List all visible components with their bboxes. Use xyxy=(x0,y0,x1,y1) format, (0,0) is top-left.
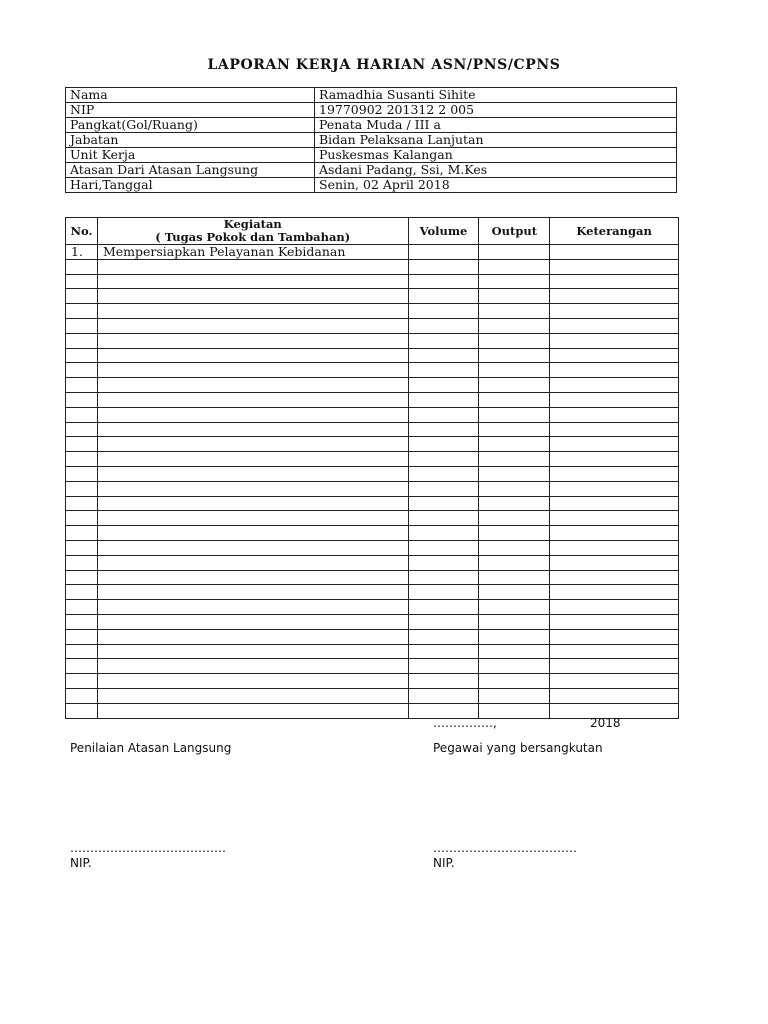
cell-output xyxy=(479,674,550,689)
cell-keterangan xyxy=(550,555,679,570)
table-row xyxy=(66,363,679,378)
header-volume: Volume xyxy=(408,218,479,245)
cell-output xyxy=(479,289,550,304)
info-row xyxy=(66,148,677,163)
cell-no xyxy=(66,481,98,496)
cell-volume xyxy=(408,466,479,481)
cell-no xyxy=(66,659,98,674)
cell-no xyxy=(66,378,98,393)
cell-volume xyxy=(408,245,479,260)
cell-keterangan xyxy=(550,526,679,541)
info-label: Pangkat(Gol/Ruang) xyxy=(66,118,315,133)
cell-volume xyxy=(408,289,479,304)
info-label: Atasan Dari Atasan Langsung xyxy=(66,163,315,178)
info-row xyxy=(66,88,677,103)
employee-signature-line: ……………………………… xyxy=(433,841,577,855)
cell-kegiatan xyxy=(97,363,408,378)
cell-no: 1. xyxy=(66,245,98,260)
employee-info-table xyxy=(65,87,677,193)
info-label: Hari,Tanggal xyxy=(66,178,315,193)
table-row xyxy=(66,392,679,407)
table-row xyxy=(66,318,679,333)
cell-volume xyxy=(408,614,479,629)
cell-output xyxy=(479,466,550,481)
cell-volume xyxy=(408,555,479,570)
cell-volume xyxy=(408,674,479,689)
cell-keterangan xyxy=(550,274,679,289)
cell-keterangan xyxy=(550,614,679,629)
header-kegiatan xyxy=(97,218,408,245)
table-row xyxy=(66,378,679,393)
cell-kegiatan xyxy=(97,333,408,348)
info-row xyxy=(66,163,677,178)
cell-keterangan xyxy=(550,378,679,393)
cell-keterangan xyxy=(550,407,679,422)
cell-output xyxy=(479,392,550,407)
cell-no xyxy=(66,496,98,511)
cell-keterangan xyxy=(550,674,679,689)
header-kegiatan-line2: ( Tugas Pokok dan Tambahan) xyxy=(155,230,351,244)
cell-keterangan xyxy=(550,688,679,703)
cell-keterangan xyxy=(550,570,679,585)
table-row xyxy=(66,304,679,319)
cell-kegiatan: Mempersiapkan Pelayanan Kebidanan xyxy=(97,245,408,260)
table-row xyxy=(66,289,679,304)
cell-kegiatan xyxy=(97,437,408,452)
cell-kegiatan xyxy=(97,378,408,393)
cell-keterangan xyxy=(550,392,679,407)
cell-output xyxy=(479,688,550,703)
cell-volume xyxy=(408,496,479,511)
cell-kegiatan xyxy=(97,644,408,659)
cell-no xyxy=(66,289,98,304)
info-value: Senin, 02 April 2018 xyxy=(315,178,677,193)
cell-no xyxy=(66,511,98,526)
cell-output xyxy=(479,437,550,452)
cell-no xyxy=(66,348,98,363)
cell-volume xyxy=(408,259,479,274)
header-no: No. xyxy=(66,218,98,245)
cell-kegiatan xyxy=(97,570,408,585)
cell-volume xyxy=(408,481,479,496)
info-value: Penata Muda / III a xyxy=(315,118,677,133)
info-value: Ramadhia Susanti Sihite xyxy=(315,88,677,103)
cell-no xyxy=(66,570,98,585)
cell-kegiatan xyxy=(97,289,408,304)
cell-no xyxy=(66,644,98,659)
header-keterangan: Keterangan xyxy=(550,218,679,245)
cell-output xyxy=(479,318,550,333)
cell-kegiatan xyxy=(97,259,408,274)
info-value: 19770902 201312 2 005 xyxy=(315,103,677,118)
table-row xyxy=(66,481,679,496)
table-row xyxy=(66,407,679,422)
cell-kegiatan xyxy=(97,407,408,422)
cell-keterangan xyxy=(550,540,679,555)
cell-output xyxy=(479,496,550,511)
cell-volume xyxy=(408,422,479,437)
cell-volume xyxy=(408,392,479,407)
cell-volume xyxy=(408,511,479,526)
cell-no xyxy=(66,422,98,437)
cell-output xyxy=(479,511,550,526)
cell-keterangan xyxy=(550,481,679,496)
table-row xyxy=(66,466,679,481)
cell-volume xyxy=(408,452,479,467)
document-title: LAPORAN KERJA HARIAN ASN/PNS/CPNS xyxy=(207,57,561,73)
date-dots: ……………, xyxy=(433,716,497,730)
table-row xyxy=(66,570,679,585)
cell-no xyxy=(66,540,98,555)
cell-output xyxy=(479,407,550,422)
info-value: Puskesmas Kalangan xyxy=(315,148,677,163)
cell-volume xyxy=(408,274,479,289)
cell-no xyxy=(66,466,98,481)
cell-keterangan xyxy=(550,304,679,319)
cell-keterangan xyxy=(550,629,679,644)
cell-no xyxy=(66,274,98,289)
cell-keterangan xyxy=(550,259,679,274)
table-row xyxy=(66,274,679,289)
cell-volume xyxy=(408,659,479,674)
table-row xyxy=(66,511,679,526)
cell-volume xyxy=(408,437,479,452)
info-label: Nama xyxy=(66,88,315,103)
cell-volume xyxy=(408,348,479,363)
table-row xyxy=(66,437,679,452)
cell-volume xyxy=(408,629,479,644)
cell-output xyxy=(479,614,550,629)
cell-kegiatan xyxy=(97,318,408,333)
cell-volume xyxy=(408,363,479,378)
info-label: Unit Kerja xyxy=(66,148,315,163)
cell-no xyxy=(66,318,98,333)
cell-keterangan xyxy=(550,511,679,526)
info-row xyxy=(66,178,677,193)
cell-output xyxy=(479,274,550,289)
info-row xyxy=(66,133,677,148)
cell-keterangan xyxy=(550,437,679,452)
table-row xyxy=(66,245,679,260)
cell-kegiatan xyxy=(97,452,408,467)
info-value: Asdani Padang, Ssi, M.Kes xyxy=(315,163,677,178)
cell-kegiatan xyxy=(97,703,408,718)
table-row xyxy=(66,674,679,689)
cell-output xyxy=(479,363,550,378)
header-output: Output xyxy=(479,218,550,245)
cell-kegiatan xyxy=(97,526,408,541)
info-row xyxy=(66,118,677,133)
cell-keterangan xyxy=(550,466,679,481)
cell-kegiatan xyxy=(97,481,408,496)
cell-output xyxy=(479,540,550,555)
cell-kegiatan xyxy=(97,688,408,703)
cell-output xyxy=(479,629,550,644)
cell-volume xyxy=(408,585,479,600)
table-row xyxy=(66,333,679,348)
info-label: Jabatan xyxy=(66,133,315,148)
cell-no xyxy=(66,452,98,467)
cell-kegiatan xyxy=(97,496,408,511)
employee-nip: NIP. xyxy=(433,856,455,870)
table-row xyxy=(66,496,679,511)
cell-keterangan xyxy=(550,245,679,260)
cell-volume xyxy=(408,540,479,555)
cell-kegiatan xyxy=(97,600,408,615)
cell-keterangan xyxy=(550,333,679,348)
cell-output xyxy=(479,481,550,496)
cell-output xyxy=(479,259,550,274)
cell-kegiatan xyxy=(97,659,408,674)
cell-kegiatan xyxy=(97,422,408,437)
cell-kegiatan xyxy=(97,274,408,289)
cell-volume xyxy=(408,407,479,422)
cell-volume xyxy=(408,644,479,659)
cell-no xyxy=(66,437,98,452)
supervisor-caption: Penilaian Atasan Langsung xyxy=(70,741,232,755)
cell-volume xyxy=(408,600,479,615)
cell-kegiatan xyxy=(97,466,408,481)
cell-keterangan xyxy=(550,363,679,378)
cell-keterangan xyxy=(550,585,679,600)
cell-output xyxy=(479,555,550,570)
cell-volume xyxy=(408,318,479,333)
cell-kegiatan xyxy=(97,674,408,689)
table-row xyxy=(66,452,679,467)
supervisor-nip: NIP. xyxy=(70,856,92,870)
cell-volume xyxy=(408,526,479,541)
cell-output xyxy=(479,422,550,437)
cell-output xyxy=(479,348,550,363)
table-row xyxy=(66,629,679,644)
cell-output xyxy=(479,304,550,319)
cell-kegiatan xyxy=(97,629,408,644)
cell-no xyxy=(66,688,98,703)
cell-output xyxy=(479,600,550,615)
cell-no xyxy=(66,600,98,615)
cell-kegiatan xyxy=(97,585,408,600)
cell-no xyxy=(66,407,98,422)
supervisor-signature-line: ………………………………… xyxy=(70,841,226,855)
table-row xyxy=(66,659,679,674)
table-row xyxy=(66,688,679,703)
cell-volume xyxy=(408,304,479,319)
table-row xyxy=(66,600,679,615)
cell-keterangan xyxy=(550,422,679,437)
cell-output xyxy=(479,333,550,348)
cell-kegiatan xyxy=(97,540,408,555)
cell-keterangan xyxy=(550,644,679,659)
cell-output xyxy=(479,452,550,467)
header-kegiatan-line1: Kegiatan xyxy=(223,217,282,231)
cell-no xyxy=(66,555,98,570)
cell-no xyxy=(66,392,98,407)
cell-keterangan xyxy=(550,348,679,363)
table-row xyxy=(66,422,679,437)
date-year: 2018 xyxy=(590,716,621,730)
cell-no xyxy=(66,585,98,600)
cell-output xyxy=(479,526,550,541)
table-row xyxy=(66,644,679,659)
table-row xyxy=(66,614,679,629)
cell-kegiatan xyxy=(97,511,408,526)
info-row xyxy=(66,103,677,118)
info-label: NIP xyxy=(66,103,315,118)
cell-keterangan xyxy=(550,496,679,511)
cell-keterangan xyxy=(550,289,679,304)
table-row xyxy=(66,526,679,541)
cell-kegiatan xyxy=(97,614,408,629)
table-row xyxy=(66,555,679,570)
cell-kegiatan xyxy=(97,348,408,363)
activity-header-row xyxy=(66,218,679,245)
table-row xyxy=(66,259,679,274)
cell-output xyxy=(479,585,550,600)
cell-no xyxy=(66,629,98,644)
cell-no xyxy=(66,259,98,274)
cell-keterangan xyxy=(550,452,679,467)
cell-volume xyxy=(408,333,479,348)
cell-no xyxy=(66,526,98,541)
cell-no xyxy=(66,674,98,689)
table-row xyxy=(66,703,679,718)
table-row xyxy=(66,348,679,363)
cell-output xyxy=(479,644,550,659)
table-row xyxy=(66,585,679,600)
cell-output xyxy=(479,659,550,674)
employee-caption: Pegawai yang bersangkutan xyxy=(433,741,603,755)
table-row xyxy=(66,540,679,555)
cell-volume xyxy=(408,378,479,393)
cell-output xyxy=(479,245,550,260)
info-value: Bidan Pelaksana Lanjutan xyxy=(315,133,677,148)
cell-keterangan xyxy=(550,600,679,615)
cell-no xyxy=(66,703,98,718)
cell-no xyxy=(66,363,98,378)
cell-output xyxy=(479,570,550,585)
cell-no xyxy=(66,614,98,629)
cell-no xyxy=(66,333,98,348)
cell-volume xyxy=(408,570,479,585)
cell-kegiatan xyxy=(97,555,408,570)
cell-keterangan xyxy=(550,318,679,333)
cell-keterangan xyxy=(550,659,679,674)
activity-table xyxy=(65,217,679,719)
cell-no xyxy=(66,304,98,319)
cell-kegiatan xyxy=(97,392,408,407)
cell-output xyxy=(479,378,550,393)
cell-volume xyxy=(408,688,479,703)
cell-kegiatan xyxy=(97,304,408,319)
